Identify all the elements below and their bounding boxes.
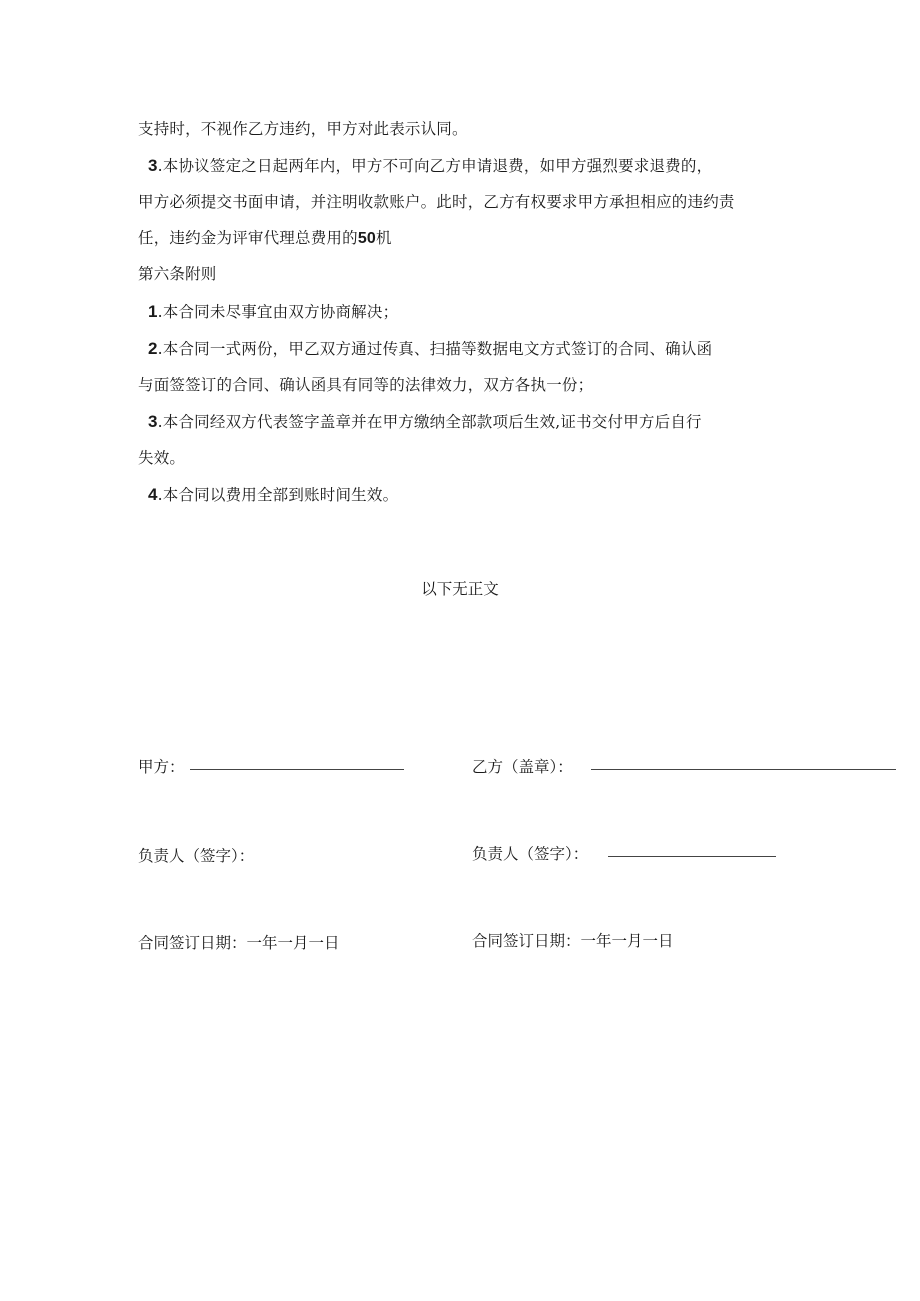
item-number: 1 — [148, 302, 158, 321]
item-text: .本合同以费用全部到账时间生效。 — [157, 486, 399, 504]
date-label: 合同签订日期： — [472, 932, 581, 950]
party-a-label: 甲方： — [138, 758, 185, 776]
party-b-label: 乙方（盖章）： — [472, 758, 573, 776]
item-text: .本合同未尽事宜由双方协商解决； — [157, 303, 399, 321]
clause6-item4 — [138, 483, 398, 505]
date-value: 一年一月一日 — [246, 934, 340, 952]
clause6-title: 第六条附则 — [138, 265, 217, 283]
item-number: 4 — [148, 485, 158, 504]
party-a-signature-line[interactable] — [190, 769, 404, 770]
item-number: 3 — [148, 156, 158, 175]
clause6-item2-line2: 与面签签订的合同、确认函具有同等的法律效力，双方各执一份； — [138, 376, 594, 394]
end-of-text-note: 以下无正文 — [421, 580, 499, 598]
party-b-responsible-signature-line[interactable] — [608, 856, 776, 857]
clause5-item3-line3 — [138, 226, 392, 248]
clause5-item3-line2: 甲方必须提交书面申请，并注明收款账户。此时，乙方有权要求甲方承担相应的违约责 — [138, 193, 735, 211]
item-text: .本合同经双方代表签字盖章并在甲方缴纳全部款项后生效,证书交付甲方后自行 — [157, 413, 702, 431]
clause6-item3-line2: 失效。 — [138, 449, 186, 467]
party-a-date — [138, 931, 340, 953]
clause5-continuation-line: 支持时，不视作乙方违约，甲方对此表示认同。 — [138, 120, 468, 138]
clause6-item2-line1 — [138, 337, 712, 359]
clause6-item3-line1 — [138, 410, 702, 432]
item-text: .本协议签定之日起两年内，甲方不可向乙方申请退费，如甲方强烈要求退费的， — [157, 157, 713, 175]
item-text: 任，违约金为评审代理总费用的 — [138, 229, 358, 247]
date-value: 一年一月一日 — [580, 932, 674, 950]
item-text-tail: 机 — [376, 229, 392, 247]
date-label: 合同签订日期： — [138, 934, 247, 952]
penalty-percent: 50 — [357, 230, 377, 247]
clause6-item1 — [138, 300, 398, 322]
clause5-item3-line1 — [138, 154, 712, 176]
party-b-date — [472, 929, 674, 951]
item-number: 3 — [148, 412, 158, 431]
item-number: 2 — [148, 339, 158, 358]
party-b-seal-line[interactable] — [591, 769, 896, 770]
party-a-responsible-label: 负责人（签字）： — [138, 847, 255, 865]
party-b-responsible-label: 负责人（签字）： — [472, 845, 589, 863]
item-text: .本合同一式两份，甲乙双方通过传真、扫描等数据电文方式签订的合同、确认函 — [157, 340, 713, 358]
